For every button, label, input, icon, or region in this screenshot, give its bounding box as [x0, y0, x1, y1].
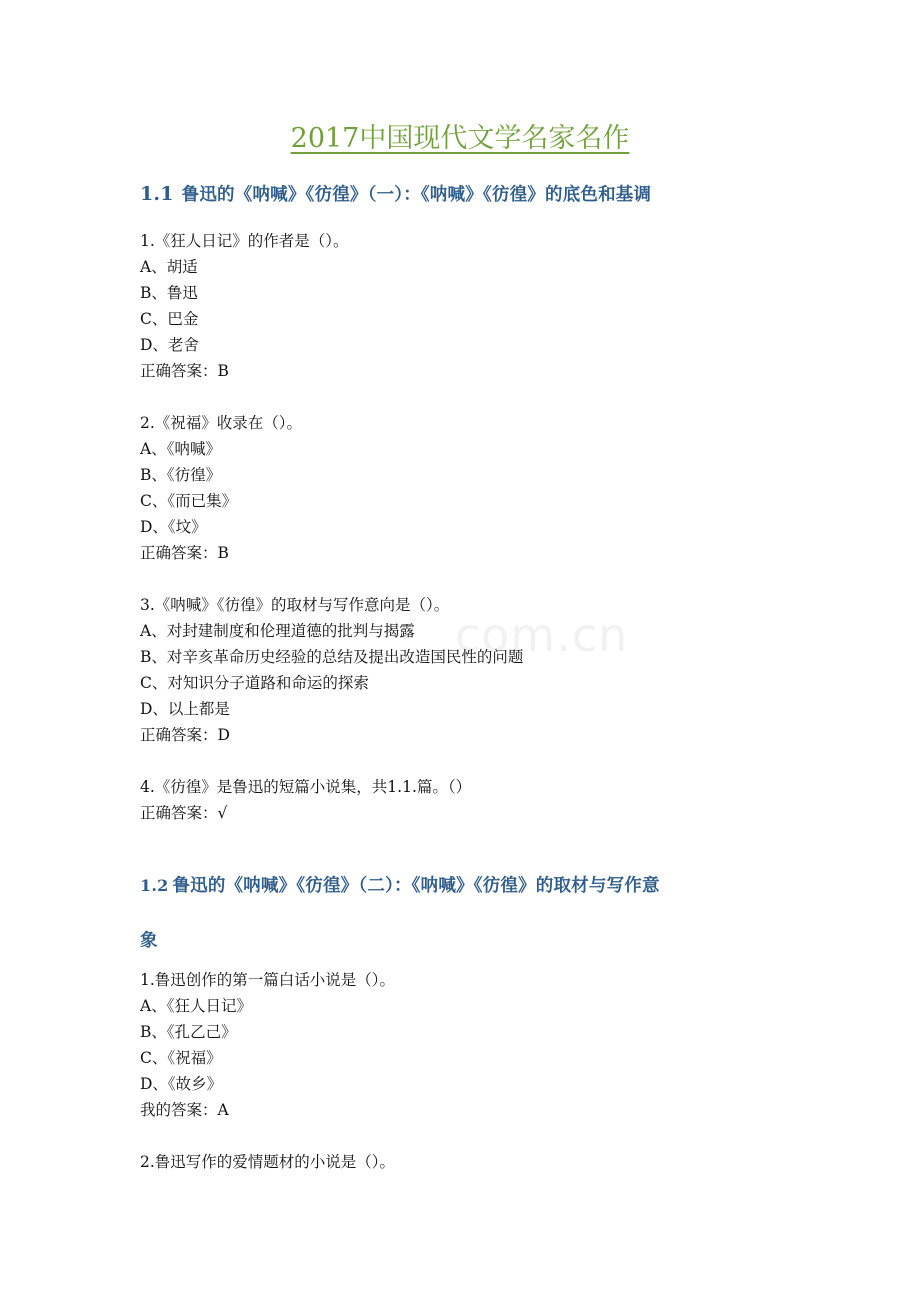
- section-title-line: 象: [140, 931, 158, 951]
- option: D、《故乡》: [140, 1075, 223, 1093]
- option: B、对辛亥革命历史经验的总结及提出改造国民性的问题: [140, 648, 524, 666]
- option: D、《坟》: [140, 518, 207, 536]
- option: B、《孔乙己》: [140, 1023, 237, 1041]
- option: D、老舍: [140, 336, 199, 354]
- question-stem: 3.《呐喊》《彷徨》的取材与写作意向是（）。: [140, 596, 450, 614]
- option: A、对封建制度和伦理道德的批判与揭露: [140, 622, 415, 640]
- option: C、巴金: [140, 310, 199, 328]
- question-stem: 2.鲁迅写作的爱情题材的小说是（）。: [140, 1153, 396, 1171]
- option: C、《祝福》: [140, 1049, 222, 1067]
- answer: 正确答案：√: [140, 804, 228, 822]
- question-block: [140, 1149, 395, 1175]
- option: A、《呐喊》: [140, 440, 221, 458]
- section-number: 1.2: [140, 876, 169, 895]
- section-heading-1-2: [140, 858, 660, 969]
- option: C、《而已集》: [140, 492, 238, 510]
- question-block: [140, 774, 471, 826]
- answer: 正确答案：B: [140, 362, 229, 380]
- document-title: 2017中国现代文学名家名作: [290, 123, 630, 154]
- option: A、胡适: [140, 258, 198, 276]
- section-title: 鲁迅的《呐喊》《彷徨》（二）：《呐喊》《彷徨》的取材与写作意: [172, 876, 660, 896]
- answer: 正确答案：D: [140, 726, 230, 744]
- answer: 正确答案：B: [140, 544, 229, 562]
- question-stem: 1.《狂人日记》的作者是（）。: [140, 232, 349, 250]
- section-number: 1.1: [140, 183, 174, 205]
- section-title: 鲁迅的《呐喊》《彷徨》（一）：《呐喊》《彷徨》的底色和基调: [181, 185, 652, 205]
- question-stem: 4.《彷徨》是鲁迅的短篇小说集，共1.1.篇。（）: [140, 778, 472, 796]
- option: B、鲁迅: [140, 284, 198, 302]
- question-stem: 1.鲁迅创作的第一篇白话小说是（）。: [140, 971, 396, 989]
- watermark: com.cn: [455, 608, 629, 662]
- option: A、《狂人日记》: [140, 997, 252, 1015]
- question-stem: 2.《祝福》收录在（）。: [140, 414, 303, 432]
- option: B、《彷徨》: [140, 466, 222, 484]
- question-block: [140, 228, 349, 384]
- section-heading-1-1: [140, 181, 651, 206]
- option: D、以上都是: [140, 700, 230, 718]
- question-block: [140, 410, 302, 566]
- option: C、对知识分子道路和命运的探索: [140, 674, 369, 692]
- question-block: [140, 592, 523, 748]
- answer: 我的答案：A: [140, 1101, 229, 1119]
- question-block: [140, 967, 395, 1123]
- section-title-line: [140, 858, 660, 914]
